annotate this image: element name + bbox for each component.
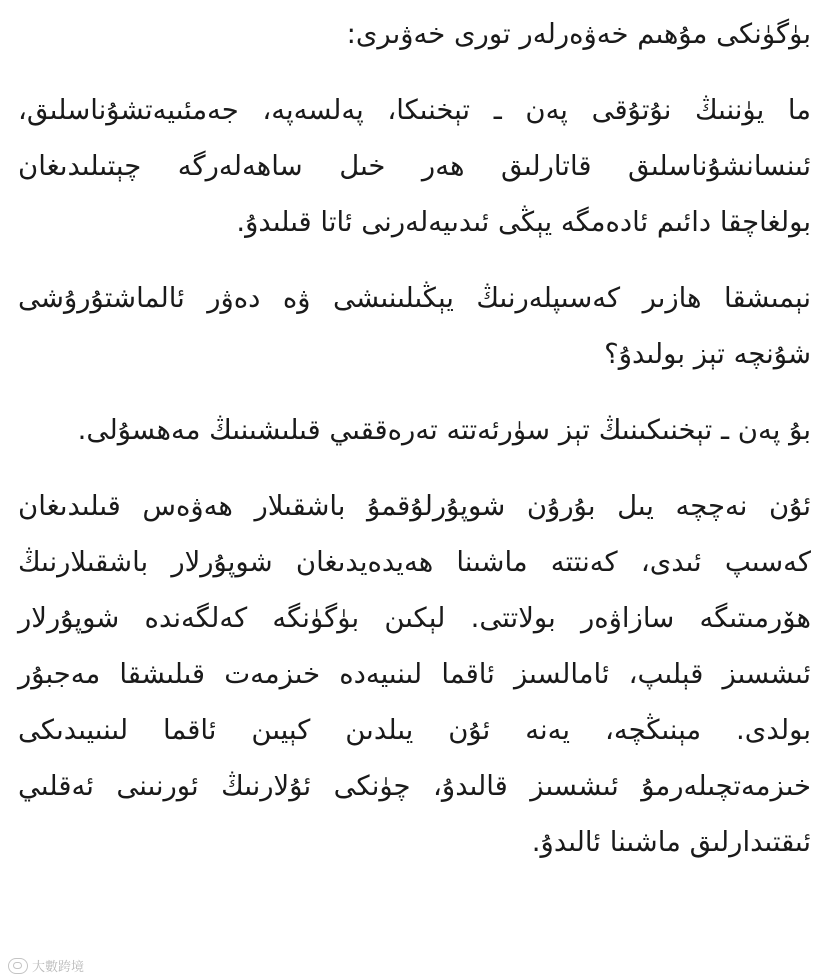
paragraph-answer (18, 402, 811, 458)
text-line: ھۆرمىتىگە سازاۋەر بولاتتى. لېكىن بۈگۈنگە كەلگەندە شوپۇرلار (18, 602, 811, 634)
text-line: بۇ پەن ـ تېخنىكىنىڭ تېز سۈرئەتتە تەرەققىي قىلىشىنىڭ مەھسۇلى. (77, 414, 811, 446)
text-line: ئىنسانشۇناسلىق قاتارلىق ھەر خىل ساھەلەرگە چېتىلىدىغان (18, 150, 811, 182)
text-line: ئىقتىدارلىق ماشىنا ئالىدۇ. (531, 826, 811, 858)
text-line: ئۇن نەچچە يىل بۇرۇن شوپۇرلۇقمۇ باشقىلار ھەۋەس قىلىدىغان (18, 490, 811, 522)
text-line: بۈگۈنكى مۇھىم خەۋەرلەر تورى خەۋىرى: (346, 18, 811, 50)
watermark (8, 956, 84, 975)
paragraph-example (18, 478, 811, 870)
text-line: ئىشسىز قېلىپ، ئامالسىز ئاقما لىنىيەدە خىزمەت قىلىشقا مەجبۇر (18, 658, 811, 690)
watermark-text: 大數跨境 (32, 960, 85, 975)
paragraph-question (18, 270, 811, 382)
text-line: بولغاچقا دائىم ئادەمگە يېڭى ئىدىيەلەرنى ئاتا قىلىدۇ. (236, 206, 811, 238)
text-line: شۇنچە تېز بولىدۇ؟ (604, 338, 811, 370)
text-line: بولدى. مېنىڭچە، يەنە ئۇن يىلدىن كېيىن ئاقما لىنىيىدىكى (18, 714, 811, 746)
paragraph-intro (18, 6, 811, 62)
text-line: نېمىشقا ھازىر كەسىپلەرنىڭ يېڭىلىنىشى ۋە دەۋر ئالماشتۇرۇشى (18, 282, 811, 314)
text-line: ما يۈننىڭ نۇتۇقى پەن ـ تېخنىكا، پەلسەپە، جەمئىيەتشۇناسلىق، (18, 94, 811, 126)
wechat-logo-icon (8, 958, 28, 974)
text-line: كەسىپ ئىدى، كەنتتە ماشىنا ھەيدەيدىغان شوپۇرلار باشقىلارنىڭ (18, 546, 811, 578)
article-body (18, 6, 811, 870)
paragraph-speech (18, 82, 811, 250)
text-line: خىزمەتچىلەرمۇ ئىشسىز قالىدۇ، چۈنكى ئۇلارنىڭ ئورنىنى ئەقلىي (18, 770, 811, 802)
